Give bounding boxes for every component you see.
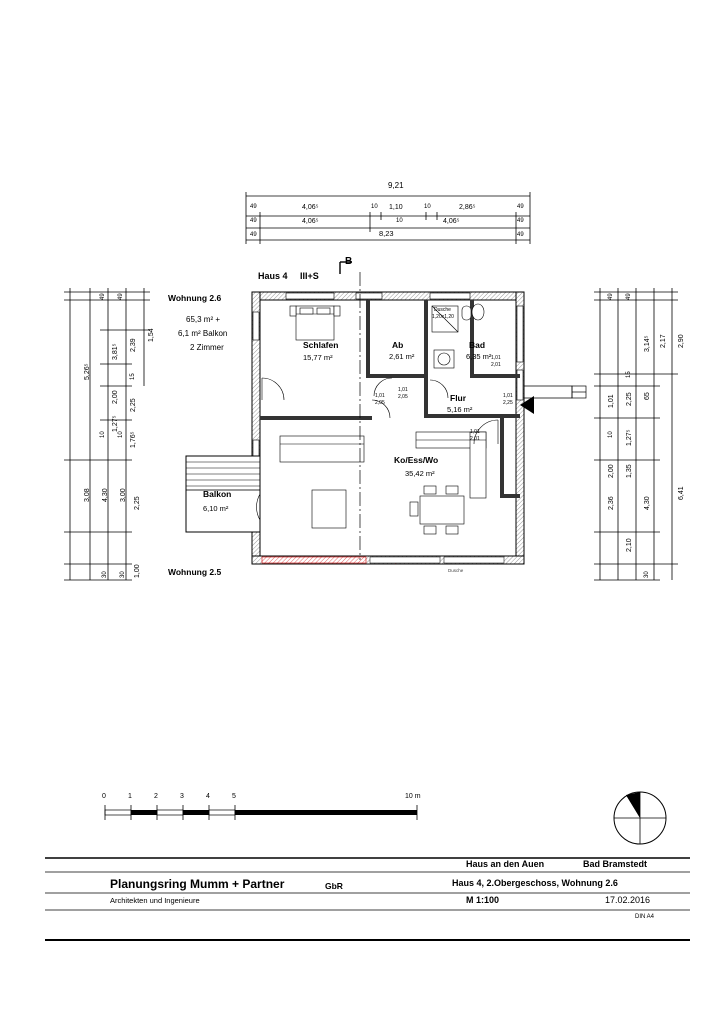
dim-right-12: 1,35 (626, 464, 633, 478)
door-tag-1-height: 2,05 (398, 394, 408, 400)
house-type: III+S (300, 271, 319, 281)
room-area-ab: 2,61 m² (389, 352, 415, 361)
door-tag-0-height: 2,05 (375, 400, 385, 406)
room-area-bad: 6,35 m² (466, 352, 492, 361)
dim-right-13: 2,36 (608, 496, 615, 510)
dim-row2-1: 4,06⁵ (302, 218, 319, 225)
dim-row2-3: 4,06⁵ (443, 218, 460, 225)
dim-row2-0: 49 (250, 218, 257, 224)
fixture-label-dusche: Dusche (434, 307, 451, 313)
dim-right-9: 10 (608, 431, 614, 438)
door-tag-2-height: 2,01 (491, 362, 501, 368)
dim-row2-2: 10 (396, 218, 403, 224)
dim-right-5: 15 (626, 371, 632, 378)
dim-row3-left: 49 (250, 232, 257, 238)
room-area-schlafen: 15,77 m² (303, 353, 333, 362)
dim-left-3: 2,39 (130, 338, 137, 352)
dim-right-2: 2,90 (678, 334, 685, 348)
room-name-balkon: Balkon (203, 489, 232, 499)
dim-row1-6: 49 (517, 204, 524, 210)
house-label: Haus 4 (258, 271, 288, 281)
door-tag-2-width: 1,01 (491, 355, 501, 361)
dim-right-11: 2,00 (608, 464, 615, 478)
dim-right-3: 2,17 (660, 334, 667, 348)
dim-left-16: 2,25 (134, 496, 141, 510)
titleblock-plan-subject: Haus 4, 2.Obergeschoss, Wohnung 2.6 (452, 878, 618, 888)
dim-left-7: 2,25 (130, 398, 137, 412)
door-tag-4-height: 2,01 (470, 436, 480, 442)
apartment-info-1: 6,1 m² Balkon (178, 329, 228, 338)
dim-right-7: 2,25 (626, 392, 633, 406)
apartment-label-above: Wohnung 2.6 (168, 293, 222, 303)
titleblock-office: Planungsring Mumm + Partner (110, 877, 285, 891)
dim-left-5: 5,26⁵ (84, 363, 91, 380)
scale-tick-1: 1 (128, 793, 132, 800)
dim-left-8: 2,00 (112, 390, 119, 404)
room-name-ab: Ab (392, 340, 404, 350)
titleblock-city: Bad Bramstedt (583, 859, 648, 869)
dim-left-19: 1,00 (134, 564, 141, 578)
dim-row3-total: 8,23 (379, 229, 394, 238)
apartment-info-2: 2 Zimmer (190, 343, 224, 352)
apartment-label-below: Wohnung 2.5 (168, 567, 222, 577)
room-name-schlafen: Schlafen (303, 340, 339, 350)
dim-left-13: 3,08 (84, 488, 91, 502)
dim-right-0: 49 (608, 293, 614, 300)
dim-left-4: 3,81⁵ (112, 343, 119, 360)
titleblock-office-subtitle: Architekten und Ingenieure (110, 896, 200, 905)
dim-left-0: 49 (100, 293, 106, 300)
dim-left-12: 1,76⁵ (130, 431, 137, 448)
dim-left-11: 1,27⁵ (112, 415, 119, 432)
svg-text:Dusche: Dusche (448, 568, 464, 573)
scale-tick-5: 5 (232, 793, 236, 800)
door-tag-3-height: 2,25 (503, 400, 513, 406)
dim-right-6: 65 (644, 392, 651, 400)
scale-tick-2: 2 (154, 793, 158, 800)
scale-tick-4: 4 (206, 793, 210, 800)
dim-right-14: 4,30 (644, 496, 651, 510)
dim-right-17: 30 (644, 571, 650, 578)
scale-end-label: 10 m (405, 793, 421, 800)
dim-row1-3: 1,10 (389, 204, 403, 211)
room-area-flur: 5,16 m² (447, 405, 473, 414)
door-tag-1-width: 1,01 (398, 387, 408, 393)
dim-row1-4: 10 (424, 204, 431, 210)
dim-row2-4: 49 (517, 218, 524, 224)
dim-row1-2: 10 (371, 204, 378, 210)
titleblock-format: DIN A4 (635, 914, 655, 920)
dim-top-total: 9,21 (388, 181, 404, 190)
dim-right-16: 2,10 (626, 538, 633, 552)
room-area-wohnen: 35,42 m² (405, 469, 435, 478)
dim-right-4: 3,14⁵ (644, 335, 651, 352)
door-tag-4-width: 1,01 (470, 429, 480, 435)
dim-row1-0: 49 (250, 204, 257, 210)
dim-row1-5: 2,86⁵ (459, 204, 476, 211)
door-tag-0-width: 1,01 (375, 393, 385, 399)
room-name-bad: Bad (469, 340, 486, 350)
dim-right-15: 6,41 (678, 486, 685, 500)
room-name-flur: Flur (450, 393, 467, 403)
dim-left-10: 10 (118, 431, 124, 438)
scale-tick-3: 3 (180, 793, 184, 800)
dim-left-9: 10 (100, 431, 106, 438)
titleblock-scale: M 1:100 (466, 895, 500, 905)
door-tag-3-width: 1,01 (503, 393, 513, 399)
room-area-balkon: 6,10 m² (203, 504, 229, 513)
room-name-wohnen: Ko/Ess/Wo (394, 455, 439, 465)
scale-tick-0: 0 (102, 793, 106, 800)
dim-right-8: 1,01 (608, 394, 615, 408)
dim-right-1: 49 (626, 293, 632, 300)
titleblock-office-suffix: GbR (325, 881, 343, 891)
section-mark-b: B (345, 256, 353, 267)
dim-left-17: 30 (102, 571, 108, 578)
dim-left-14: 4,30 (102, 488, 109, 502)
dim-row1-1: 4,06⁵ (302, 204, 319, 211)
fixture-size-dusche: 1,20x1,20 (432, 314, 454, 320)
dim-left-18: 30 (120, 571, 126, 578)
dim-left-6: 15 (130, 373, 136, 380)
dim-row3-right: 49 (517, 232, 524, 238)
dim-right-10: 1,27⁵ (626, 429, 633, 446)
titleblock-project: Haus an den Auen (466, 859, 545, 869)
dim-left-2: 1,54 (148, 328, 155, 342)
titleblock-date: 17.02.2016 (605, 895, 651, 905)
dim-left-15: 3,00 (120, 488, 127, 502)
dim-left-1: 49 (118, 293, 124, 300)
apartment-info-0: 65,3 m² + (186, 315, 221, 324)
